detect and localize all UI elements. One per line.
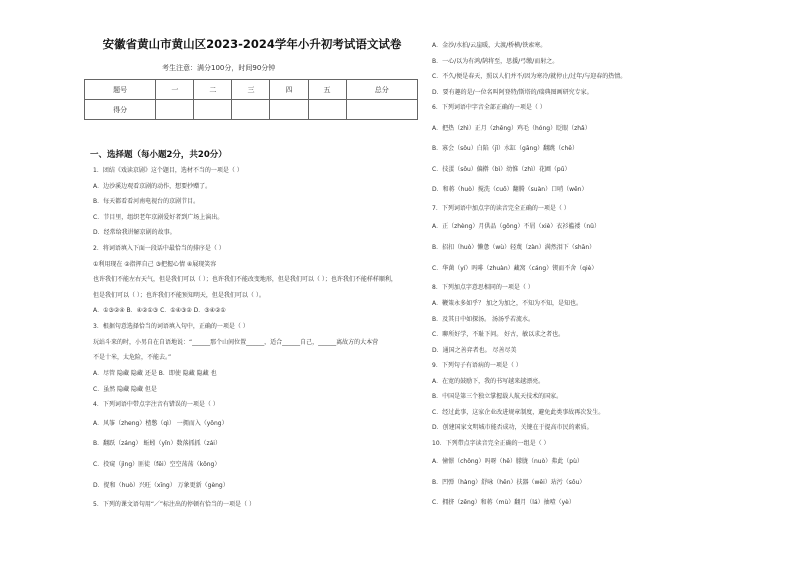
question-line: C．投窥（jìng）匪徒（fěi）空空荡荡（kōng） (93, 461, 221, 468)
question-line: C．不久/便是春天，照以人们并不/因为寒冷/就停止/过年/与迎春的热情。 (432, 73, 627, 80)
score-cell: 三 (232, 80, 270, 100)
score-cell: 五 (308, 80, 346, 100)
question-line: 4．下列词语中带点字注音有错误的一项是（ ） (93, 401, 219, 408)
question-line: A．把热（zhì）正月（zhēng）鸡毛（hóng）眨眼（zhǎ） (432, 125, 591, 132)
question-line: 6．下列词语中字音全部正确的一项是（ ） (432, 104, 546, 111)
question-line: C．虽然 隐藏 隐藏 但是 (93, 386, 157, 393)
question-line: A．正（zhèng）月供品（gōng）不屑（xiè）衣衫褴褛（nǔ） (432, 223, 600, 230)
question-line: 9．下列句子有语病的一项是（ ） (432, 362, 522, 369)
score-blank-cell (346, 100, 417, 120)
question-line: A．风筝（zheng）楂憋（qì） 一拥而入（yōng） (93, 420, 228, 427)
score-cell: 一 (156, 80, 194, 100)
score-cell: 四 (270, 80, 308, 100)
question-line: 但是我们可以（ ）；也许我们不能预知明天，但是我们可以（ ）。 (93, 292, 265, 299)
question-line: B．一心/以为有鸿/鹄将至，思援/弓缴/而射之。 (432, 58, 559, 65)
question-line: B．中国是第三个独立掌握载人航天技术的国家。 (432, 393, 563, 400)
question-line: A．鞭策永多如乎？ 加之为加之，不知为不知，是知也。 (432, 300, 583, 307)
question-line: 8．下列加点字意思相同的一项是（ ） (432, 284, 534, 291)
question-line: C．经过此事，这家企业改进规章制度，避免此类事故再次发生。 (432, 409, 605, 416)
question-line: 3．根据句意选择恰当的词语填入句中，正确的一项是（ ） (93, 323, 249, 330)
question-line: B．凹弹（hàng）舒咏（hěn）扶器（wěi）玷污（sǒu） (432, 479, 586, 486)
question-line: 1．团结《戏读京剧》这个题目，选材不当的一项是（ ） (93, 167, 243, 174)
question-line: 玩站斗来的时，小男自在自语地说：“______那个山间位置______，适合______自己，______离故方的大本营 (93, 339, 379, 346)
score-blank-cell (308, 100, 346, 120)
page-title: 安徽省黄山市黄山区2023-2024学年小升初考试语文试卷 (102, 37, 402, 51)
question-line: B．及其日中如探汤。 汤汤乎若流水。 (432, 316, 535, 323)
question-line: A．尽管 隐藏 隐藏 还是 B．即使 隐藏 隐藏 也 (93, 370, 217, 377)
section-title: 一、选择题（每小题2分，共20分） (90, 150, 227, 160)
question-line: D．要有趣的是/一位名叫阿登特/斯塔的/瑞典图画研究专家。 (432, 89, 593, 96)
question-line: A．在宽的鼓励下，我的书写越来越漂亮。 (432, 378, 545, 385)
score-table-header-row (85, 80, 418, 100)
question-line: A．金沙/水拍/云崖暖，大渡/桥横/铁索寒。 (432, 42, 547, 49)
score-cell: 题号 (85, 80, 156, 100)
question-line: B．每天都看看河南电视台的京剧节目。 (93, 198, 200, 205)
question-line: C．节目里，组织老年京剧爱好者到广场上演出。 (93, 214, 224, 221)
question-line: 也许我们不能左右天气，但是我们可以（ ）；也许我们不能改变地形，但是我们可以（ ）；也许我们不能样样顺利， (93, 276, 397, 283)
question-line: A．憧憬（chōng）吗呀（hē）朦胧（nuò）弗此（pù） (432, 458, 583, 465)
score-blank-cell (232, 100, 270, 120)
question-line: 2．将词语填入下面一段话中最恰当的排序是（ ） (93, 245, 225, 252)
score-cell: 总分 (346, 80, 417, 100)
question-line: 10．下列带点字读音完全正确的一组是（ ） (432, 440, 550, 447)
question-line: C．拥挤（zēng）和蒋（mù）翻月（lá）抽噎（yè） (432, 499, 575, 506)
question-line: D．捉和（huò）兴旺（xīng） 万象更新（gèng） (93, 482, 229, 489)
question-line: 不是十米，太危险，不能去。” (93, 354, 172, 361)
score-table-score-row (85, 100, 418, 120)
score-blank-cell (194, 100, 232, 120)
question-line: ①利用现在 ②指挥自己 ③把握心情 ④展现笑容 (93, 261, 217, 268)
question-line: B．招扣（huò）懒惫（wù）轻蔑（zàn）满然泪下（shān） (432, 244, 596, 251)
exam-notice: 考生注意：满分100分，时间90分钟 (162, 64, 276, 72)
score-blank-cell (156, 100, 194, 120)
question-line: A．边沙溪边观看京剧的动作，想要抄赠了。 (93, 183, 212, 190)
score-table (84, 79, 418, 120)
question-line: D．创建国家文明城市能否成功，关键在于提高市民的素质。 (432, 424, 593, 431)
question-line: B．翻跃（záng） 蚯蚓（yǐn）数落抓抓（zái） (93, 440, 221, 447)
question-line: 5．下列的课文语句用“／”标注出的停顿有恰当的一项是（ ） (93, 501, 255, 508)
question-line: D．和蒋（huò）搅洗（cuō）翻腾（suàn）口哨（wēn） (432, 186, 588, 193)
score-row-label: 得分 (85, 100, 156, 120)
question-line: B．寡会（sǒu）白陷（jǐ）水缸（gāng）翻跳（chě） (432, 145, 578, 152)
question-line: C．华菌（yí）吗啡（zhuàn）藏窝（cáng）锲而不舍（qiè） (432, 265, 598, 272)
question-line: 7．下列词语中加点字的读音完全正确的一项是（ ） (432, 205, 570, 212)
question-line: D．通国之善弈者也。 尽善尽美 (432, 347, 517, 354)
question-line: C．技蛋（sǒu）偏擀（bì）幼惟（zhì）花圃（pǔ） (432, 166, 571, 173)
question-line: D．经常给我讲解京剧的故事。 (93, 229, 176, 236)
score-blank-cell (270, 100, 308, 120)
score-cell: 二 (194, 80, 232, 100)
question-line: C．聊所好学，不耻下问。 好古，敏以求之者也。 (432, 331, 565, 338)
question-line: A．①③②④ B．④②①③ C．①④③② D．③④②① (93, 307, 226, 314)
